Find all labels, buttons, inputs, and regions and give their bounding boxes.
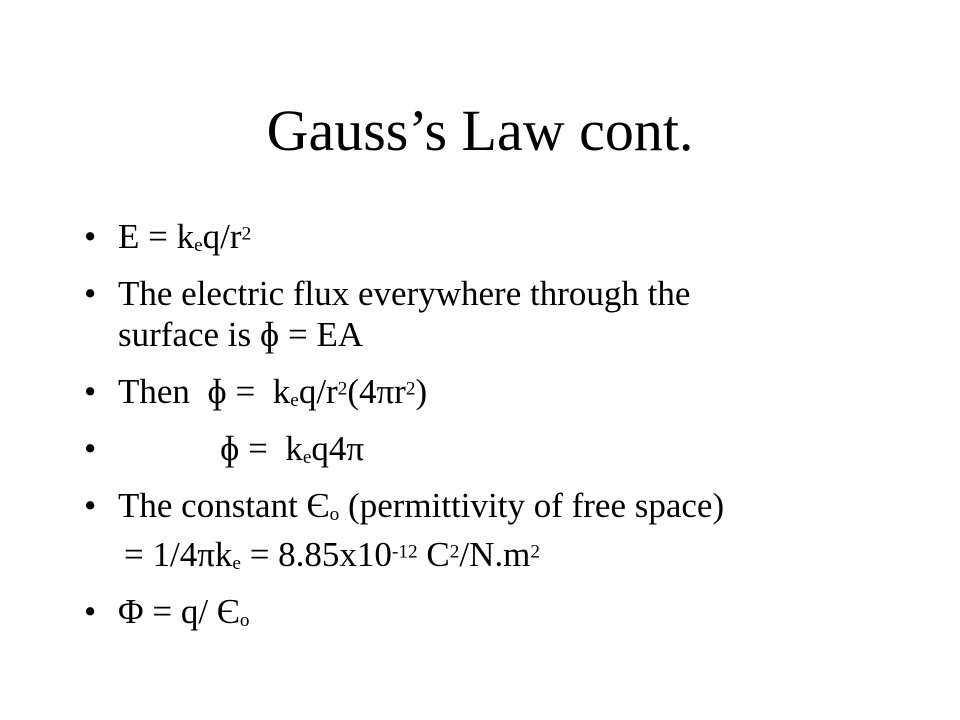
- bullet-glyph: •: [84, 217, 97, 256]
- slide-title: Gauss’s Law cont.: [266, 98, 694, 163]
- subscript: e: [232, 552, 241, 574]
- equation-text: Then ɸ = k: [118, 372, 291, 411]
- bullet-glyph: •: [84, 429, 97, 468]
- subscript: e: [194, 234, 203, 256]
- bullet-item-electric-flux: [84, 273, 904, 355]
- continuation-line-permittivity-value: [84, 534, 904, 575]
- equation-text: E = k: [118, 217, 195, 256]
- subscript: o: [329, 503, 340, 525]
- bullet-item-flux-result: [84, 428, 904, 469]
- bullet-glyph: •: [84, 486, 97, 525]
- bullet-item-coulomb-field: [84, 216, 904, 257]
- superscript: 2: [241, 223, 252, 245]
- bullet-glyph: •: [84, 592, 97, 631]
- superscript: -12: [391, 541, 418, 563]
- equation-text: /N.m: [459, 535, 531, 574]
- equation-text: = 8.85x10: [240, 535, 392, 574]
- bullet-list: [84, 216, 904, 648]
- equation-text: q/r: [202, 217, 242, 256]
- superscript: 2: [449, 541, 460, 563]
- subscript: o: [239, 609, 250, 631]
- subscript: e: [302, 446, 312, 468]
- equation-text: (4πr: [347, 372, 406, 411]
- equation-text: q4π: [311, 429, 365, 468]
- superscript: 2: [530, 541, 540, 563]
- superscript: 2: [405, 378, 416, 400]
- equation-text: Φ = q/ Є: [118, 592, 240, 631]
- equation-text: q/r: [298, 372, 338, 411]
- bullet-item-gauss-law: [84, 591, 904, 632]
- bullet-item-permittivity: [84, 485, 904, 526]
- bullet-glyph: •: [84, 274, 97, 313]
- bullet-item-then-flux: [84, 371, 904, 412]
- equation-text: ): [415, 372, 428, 411]
- superscript: 2: [337, 378, 348, 400]
- equation-text: (permittivity of free space): [339, 486, 725, 525]
- equation-text: C: [417, 535, 450, 574]
- subscript: e: [290, 389, 299, 411]
- text-line: surface is ɸ = EA: [118, 315, 364, 354]
- text-line: The electric flux everywhere through the: [118, 274, 691, 313]
- equation-text: ɸ = k: [220, 429, 303, 468]
- bullet-glyph: •: [84, 372, 97, 411]
- equation-text: = 1/4πk: [124, 535, 233, 574]
- equation-text: The constant Є: [118, 486, 330, 525]
